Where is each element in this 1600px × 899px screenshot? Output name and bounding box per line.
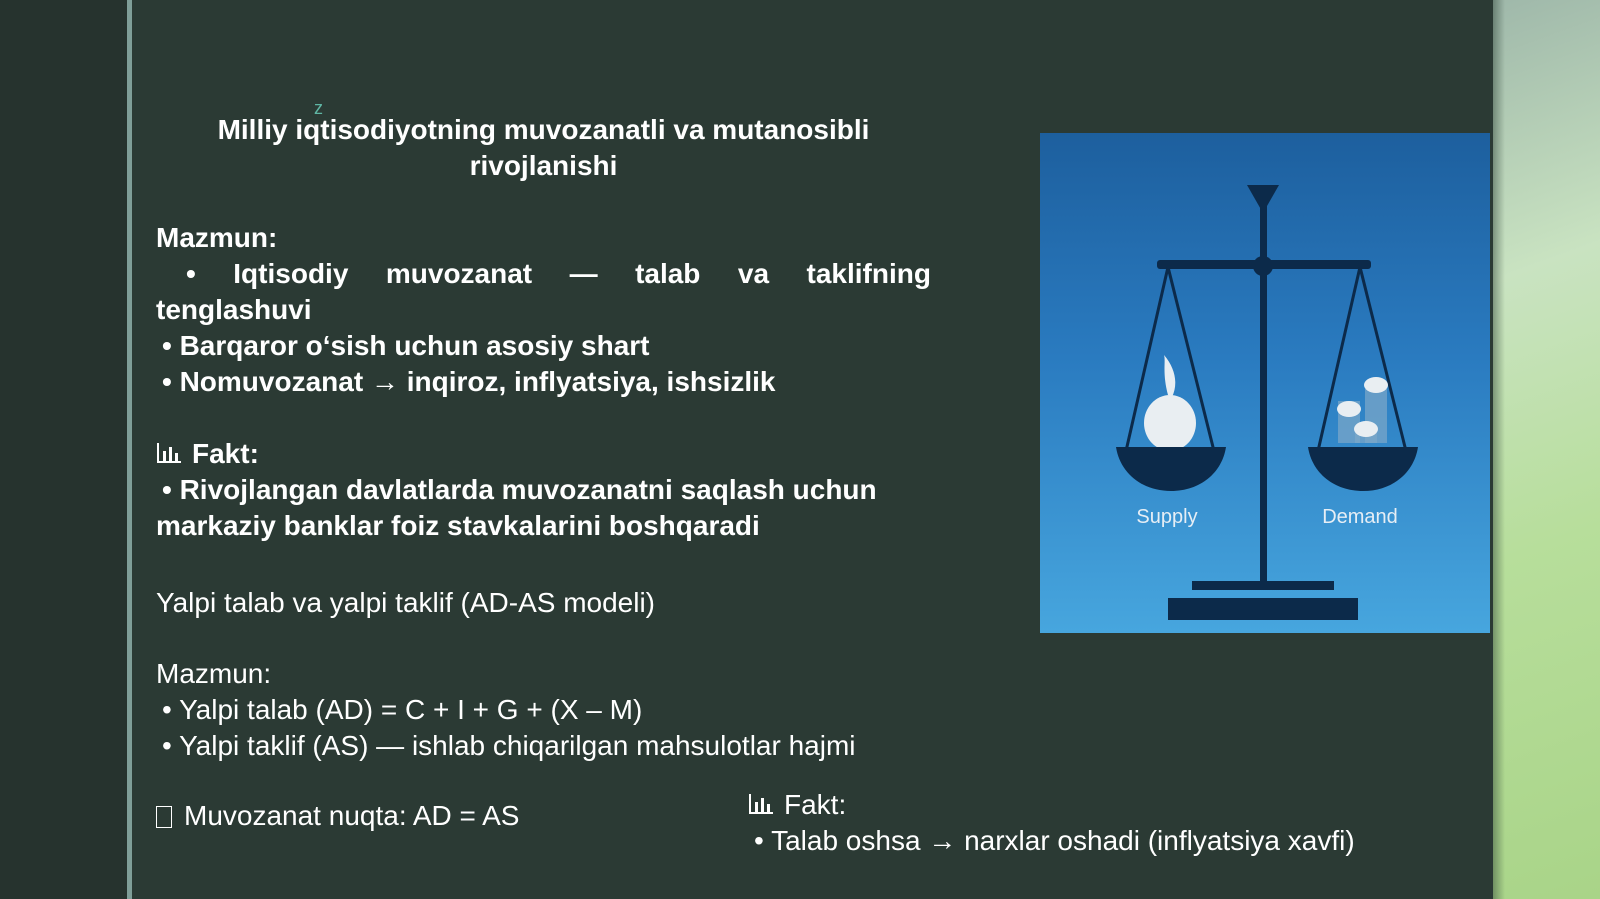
- coins-icon: [1337, 377, 1388, 443]
- bullet1-word: •: [186, 258, 196, 289]
- bullet1-word: —: [569, 258, 598, 289]
- scale-base-top: [1192, 581, 1334, 590]
- section1-bullet1-line1: [156, 256, 931, 292]
- ad-as-subheading: [156, 585, 931, 621]
- section1-heading: Mazmun:: [156, 222, 278, 253]
- demand-label: Demand: [1322, 506, 1398, 528]
- box-icon: [156, 806, 172, 828]
- fakt1-heading: Fakt:: [192, 438, 259, 469]
- equilibrium-text: Muvozanat nuqta: AD = AS: [184, 800, 520, 831]
- title-mark: z: [314, 98, 323, 118]
- section2-bullet2: • Yalpi taklif (AS) — ishlab chiqarilgan mahsulotlar hajmi: [162, 730, 856, 761]
- section1-bullet3: • Nomuvozanat → inqiroz, inflyatsiya, ishsizlik: [162, 366, 776, 397]
- apple-leaf-icon: [1164, 355, 1175, 397]
- section1-bullet2: • Barqaror o‘sish uchun asosiy shart: [162, 330, 650, 361]
- right-decoration: [1493, 0, 1600, 899]
- balance-scale-svg: [1040, 133, 1490, 633]
- slide-title: Milliy iqtisodiyotning muvozanatli va mutanosibli rivojlanishi: [217, 114, 870, 181]
- fakt-section-2: [748, 787, 1355, 859]
- bar-chart-icon: [748, 789, 774, 813]
- fakt1-line2: markaziy banklar foiz stavkalarini boshqaradi: [156, 510, 760, 541]
- bullet1-word: muvozanat: [385, 258, 533, 289]
- content-section-2: [156, 656, 931, 764]
- bullet1-word: taklifning: [806, 258, 931, 289]
- bullet1-word: va: [737, 258, 770, 289]
- bar-chart-icon: [156, 438, 182, 462]
- fakt1-heading-row: [156, 436, 931, 472]
- right-pan: [1308, 447, 1418, 491]
- content-section-1: [156, 220, 931, 400]
- subheading-text: Yalpi talab va yalpi taklif (AD-AS modeli): [156, 587, 656, 618]
- fakt2-heading-row: [748, 787, 1355, 823]
- fakt2-heading: Fakt:: [784, 789, 847, 820]
- bullet1-word: talab: [635, 258, 701, 289]
- left-strip: [0, 0, 127, 899]
- scale-base-bottom: [1168, 598, 1358, 620]
- section2-bullet1: • Yalpi talab (AD) = C + I + G + (X – M): [162, 694, 643, 725]
- fakt1-line1: • Rivojlangan davlatlarda muvozanatni saqlash uchun: [162, 474, 877, 505]
- fakt-section-1: [156, 436, 931, 544]
- section2-heading: Mazmun:: [156, 658, 272, 689]
- section1-bullet1-line2: tenglashuvi: [156, 294, 312, 325]
- right-decoration-shade: [1493, 0, 1505, 899]
- apple-icon: [1144, 395, 1196, 451]
- left-pan: [1116, 447, 1226, 491]
- fakt2-line1: • Talab oshsa → narxlar oshadi (inflyatsiya xavfi): [754, 825, 1355, 856]
- balance-scale-illustration: [1040, 133, 1490, 633]
- scale-beam: [1157, 260, 1371, 269]
- bullet1-word: Iqtisodiy: [233, 258, 349, 289]
- supply-label: Supply: [1136, 506, 1198, 528]
